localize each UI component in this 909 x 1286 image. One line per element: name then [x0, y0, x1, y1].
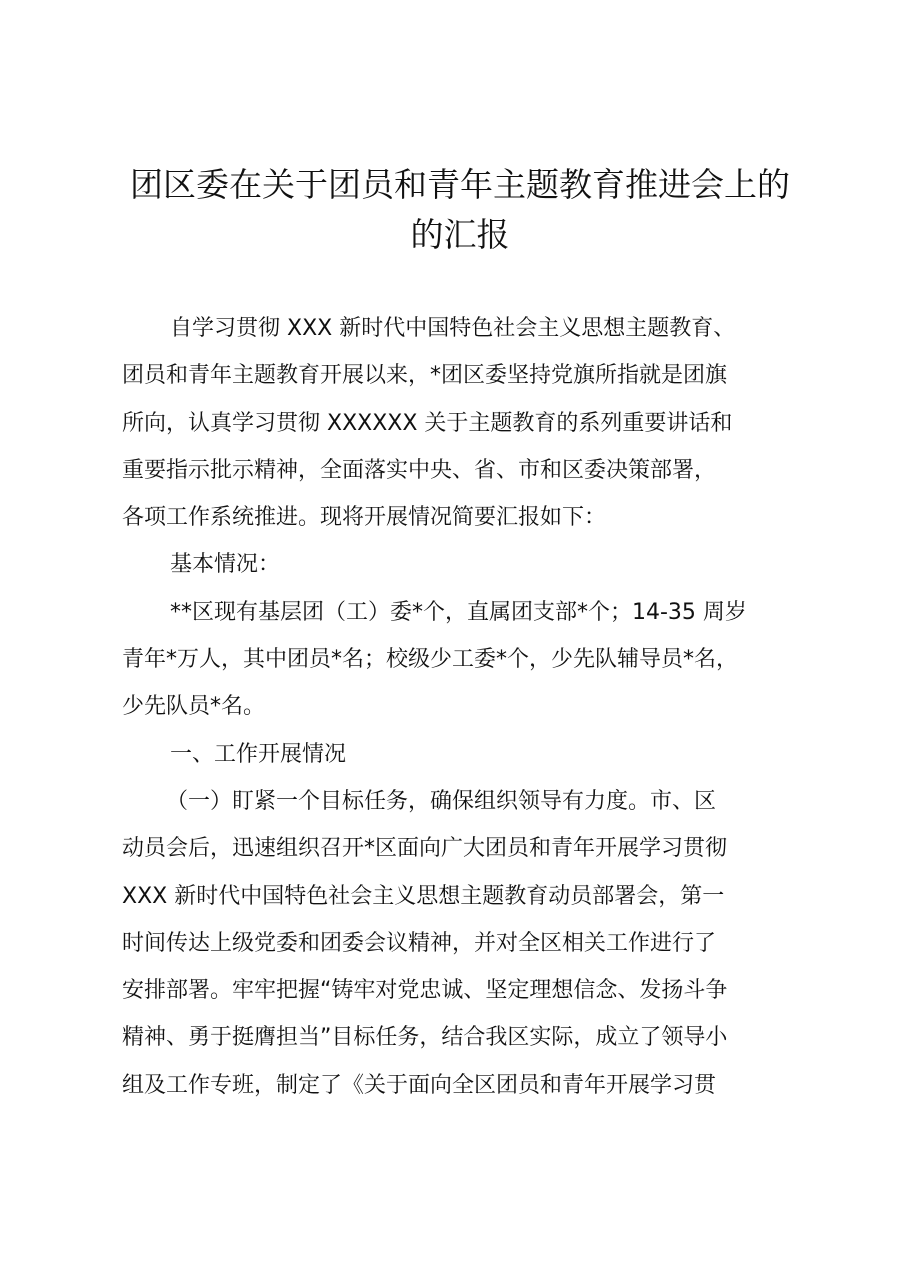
body-line: 动员会后，迅速组织召开*区面向广大团员和青年开展学习贯彻: [122, 836, 728, 862]
body-line: （一）盯紧一个目标任务，确保组织领导有力度。市、区: [166, 788, 717, 814]
body-line: 安排部署。牢牢把握“铸牢对党忠诚、坚定理想信念、发扬斗争: [122, 978, 728, 1004]
body-line: 一、工作开展情况: [170, 741, 347, 767]
body-line: 时间传达上级党委和团委会议精神，并对全区相关工作进行了: [122, 930, 717, 956]
body-line: 少先队员*名。: [122, 694, 266, 720]
body-line: 组及工作专班，制定了《关于面向全区团员和青年开展学习贯: [122, 1072, 717, 1098]
body-line: 所向，认真学习贯彻 XXXXXX 关于主题教育的系列重要讲话和: [122, 410, 733, 436]
document-title: [110, 160, 810, 260]
body-line: XXX 新时代中国特色社会主义思想主题教育动员部署会，第一: [122, 883, 725, 909]
body-line: 团员和青年主题教育开展以来，*团区委坚持党旗所指就是团旗: [122, 363, 728, 389]
document-body: [122, 305, 812, 1109]
body-line: 重要指示批示精神，全面落实中央、省、市和区委决策部署，: [122, 457, 717, 483]
body-line: 精神、勇于挺膺担当”目标任务，结合我区实际，成立了领导小: [122, 1025, 728, 1051]
body-line: **区现有基层团（工）委*个，直属团支部*个；14-35 周岁: [170, 599, 747, 625]
body-line: 基本情况：: [170, 552, 281, 578]
title-line-1: 团区委在关于团员和青年主题教育推进会上的: [130, 165, 790, 204]
body-line: 各项工作系统推进。现将开展情况简要汇报如下：: [122, 505, 607, 531]
body-line: 自学习贯彻 XXX 新时代中国特色社会主义思想主题教育、: [170, 316, 736, 341]
body-line: 青年*万人，其中团员*名；校级少工委*个，少先队辅导员*名，: [122, 647, 739, 673]
title-line-2: 的汇报: [410, 215, 510, 254]
